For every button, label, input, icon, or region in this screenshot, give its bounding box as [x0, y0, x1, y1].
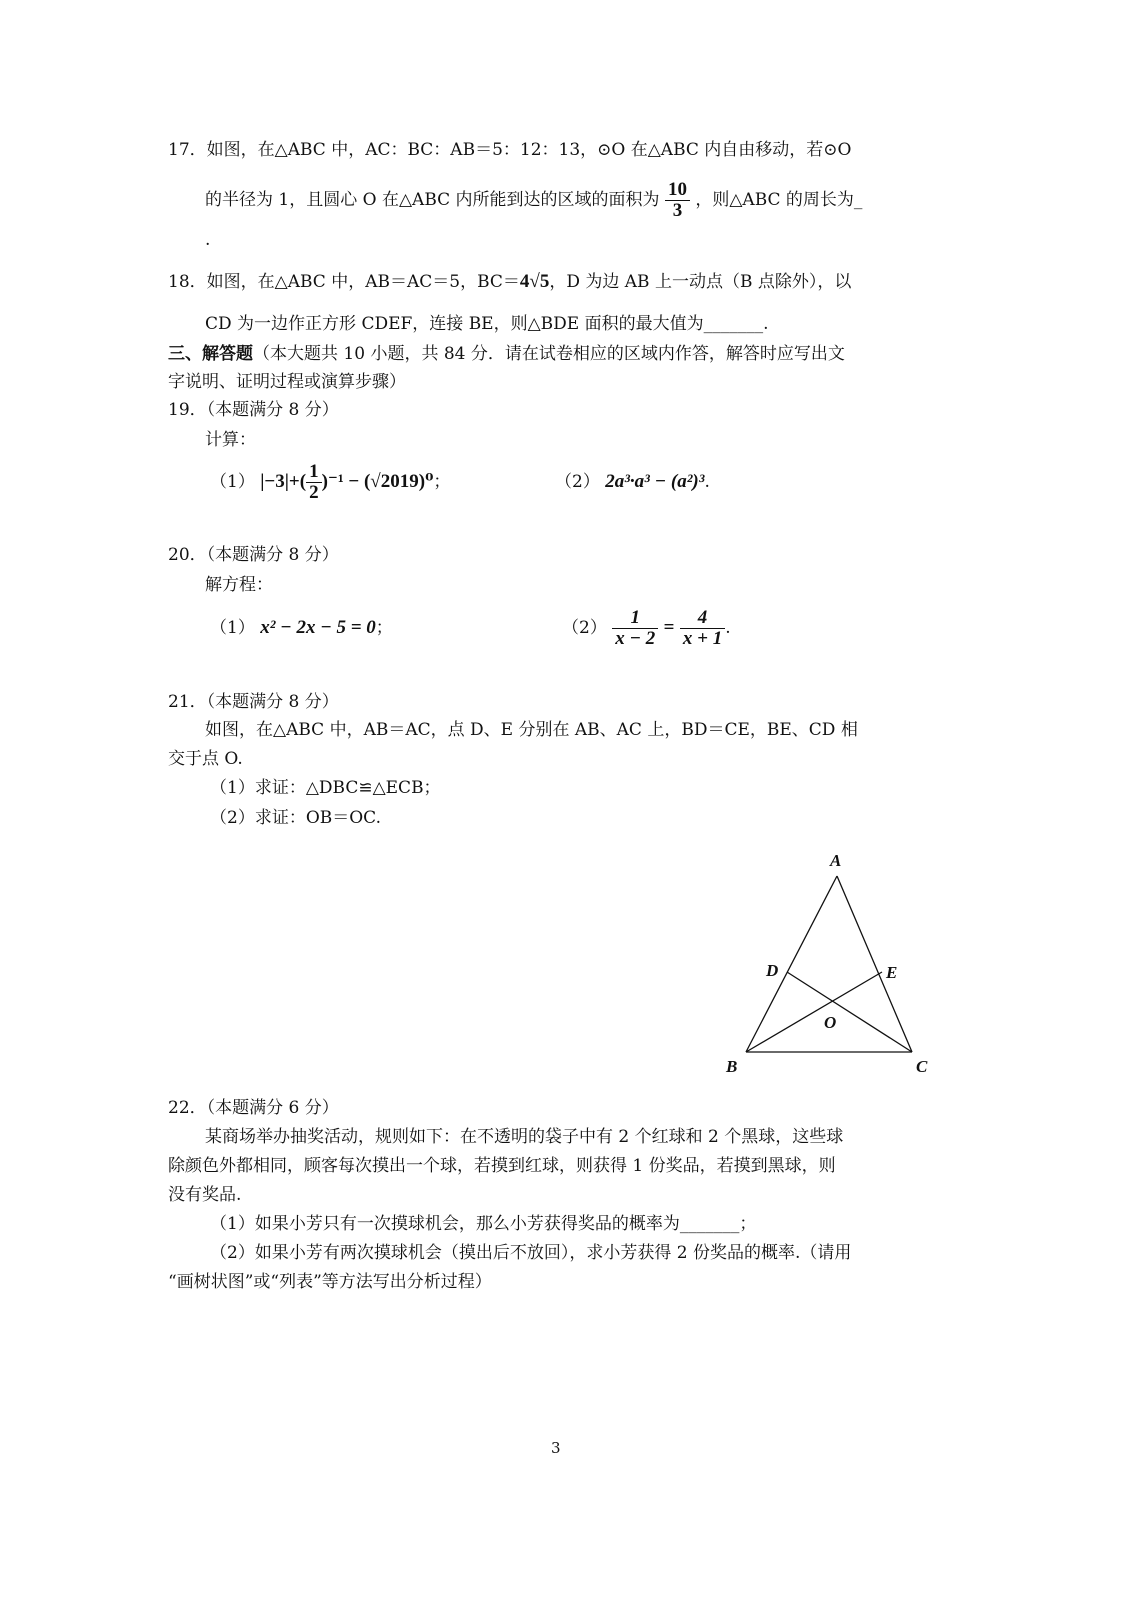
section3-title: 三、解答题: [168, 344, 253, 364]
vertex-label-C: C: [916, 1057, 928, 1076]
q22-part1: （1）如果小芳只有一次摸球机会，那么小芳获得奖品的概率为_______；: [210, 1214, 757, 1234]
q22-body3: 没有奖品.: [168, 1185, 242, 1205]
section3-desc1: （本大题共 10 小题，共 84 分．请在试卷相应的区域内作答，解答时应写出文: [253, 344, 845, 364]
q19-part1-frac-num: 1: [306, 462, 322, 483]
q17-line2: [205, 180, 862, 221]
q20-part2-right-num: 4: [680, 608, 725, 629]
q19-part2: [555, 462, 710, 502]
q19-part1-end: ；: [433, 472, 451, 492]
q21-part1: （1）求证：△DBC≌△ECB；: [210, 778, 441, 798]
q17-area-fraction: [665, 180, 690, 221]
q20-intro: 解方程：: [205, 575, 273, 595]
q21-part2: （2）求证：OB＝OC.: [210, 808, 381, 828]
vertex-label-B: B: [726, 1057, 738, 1076]
q17-line2-text-a: 的半径为 1，且圆心 O 在△ABC 内所能到达的区域的面积为: [205, 190, 660, 210]
q20-part2-label: （2）: [562, 618, 607, 638]
q20-part2-equals: =: [663, 617, 675, 638]
q20-part1-end: ；: [375, 618, 393, 638]
q20-part2-right-den: x + 1: [682, 628, 723, 649]
q18-line2: CD 为一边作正方形 CDEF，连接 BE，则△BDE 面积的最大值为_______.: [205, 314, 769, 334]
segment-CD: [787, 972, 912, 1052]
section3-heading: [168, 342, 845, 366]
point-label-E: E: [886, 963, 898, 982]
vertex-label-A: A: [830, 851, 842, 870]
point-label-D: D: [766, 961, 779, 980]
q20-part2: [562, 604, 731, 652]
point-label-O: O: [824, 1013, 837, 1032]
q19-part1-label: （1）: [210, 472, 255, 492]
q20-part2-left-den: x − 2: [615, 628, 656, 649]
q19-intro: 计算：: [205, 430, 256, 450]
q19-part1-frac-den: 2: [309, 482, 319, 503]
q19-part1-exp: )⁻¹: [321, 471, 344, 492]
q17-fraction-numerator: 10: [665, 180, 690, 201]
q22-body2: 除颜色外都相同，顾客每次摸出一个球，若摸到红球，则获得 1 份奖品，若摸到黑球，则: [168, 1156, 836, 1176]
q22-part2: （2）如果小芳有两次摸球机会（摸出后不放回），求小芳获得 2 份奖品的概率.（请用: [210, 1243, 852, 1263]
q22-part2b: “画树状图”或“列表”等方法写出分析过程）: [168, 1272, 492, 1292]
q21-body2: 交于点 O.: [168, 749, 243, 769]
q19-header: 19．（本题满分 8 分）: [168, 400, 339, 420]
q17-line1: 17．如图，在△ABC 中，AC：BC：AB＝5：12：13，⊙O 在△ABC 内自由移动，若⊙O: [168, 140, 852, 160]
q19-part1: [210, 462, 450, 503]
q18-bc-value: 4√5: [519, 271, 550, 292]
q18-line1: [168, 270, 851, 294]
q19-part1-expr-a: |−3|+(: [260, 471, 307, 492]
q20-part2-end: .: [725, 618, 731, 638]
q17-line3: .: [205, 230, 211, 250]
q19-part1-expr-b: − (√2019)⁰: [343, 471, 434, 492]
section3-desc2: 字说明、证明过程或演算步骤）: [168, 372, 406, 392]
q21-triangle-figure: [700, 840, 960, 1090]
q21-body1: 如图，在△ABC 中，AB＝AC，点 D、E 分别在 AB、AC 上，BD＝CE，BE、CD 相: [205, 720, 858, 740]
q20-part2-right-fraction: [680, 608, 725, 649]
q19-part2-label: （2）: [555, 472, 600, 492]
q20-part1-expr: x² − 2x − 5 = 0: [260, 617, 376, 638]
q20-part2-left-fraction: [612, 608, 658, 649]
q20-part2-left-num: 1: [612, 608, 658, 629]
q18-line1-text-a: 18．如图，在△ABC 中，AB＝AC＝5，BC＝: [168, 272, 520, 292]
q18-line1-text-b: ，D 为边 AB 上一动点（B 点除外），以: [549, 272, 852, 292]
q17-line2-text-b: ，则△ABC 的周长为_: [695, 190, 863, 210]
q19-part2-end: .: [704, 472, 710, 492]
q22-body1: 某商场举办抽奖活动，规则如下：在不透明的袋子中有 2 个红球和 2 个黑球，这些球: [205, 1127, 844, 1147]
q19-part1-fraction: [306, 462, 322, 503]
q20-part1-label: （1）: [210, 618, 255, 638]
q22-header: 22．（本题满分 6 分）: [168, 1098, 339, 1118]
q21-header: 21．（本题满分 8 分）: [168, 692, 339, 712]
q17-fraction-denominator: 3: [672, 200, 683, 221]
segment-AC: [837, 876, 912, 1052]
q20-part1: [210, 608, 393, 648]
q20-header: 20．（本题满分 8 分）: [168, 545, 339, 565]
q19-part2-expr: 2a³·a³ − (a²)³: [605, 471, 705, 492]
page-number: 3: [551, 1439, 561, 1457]
